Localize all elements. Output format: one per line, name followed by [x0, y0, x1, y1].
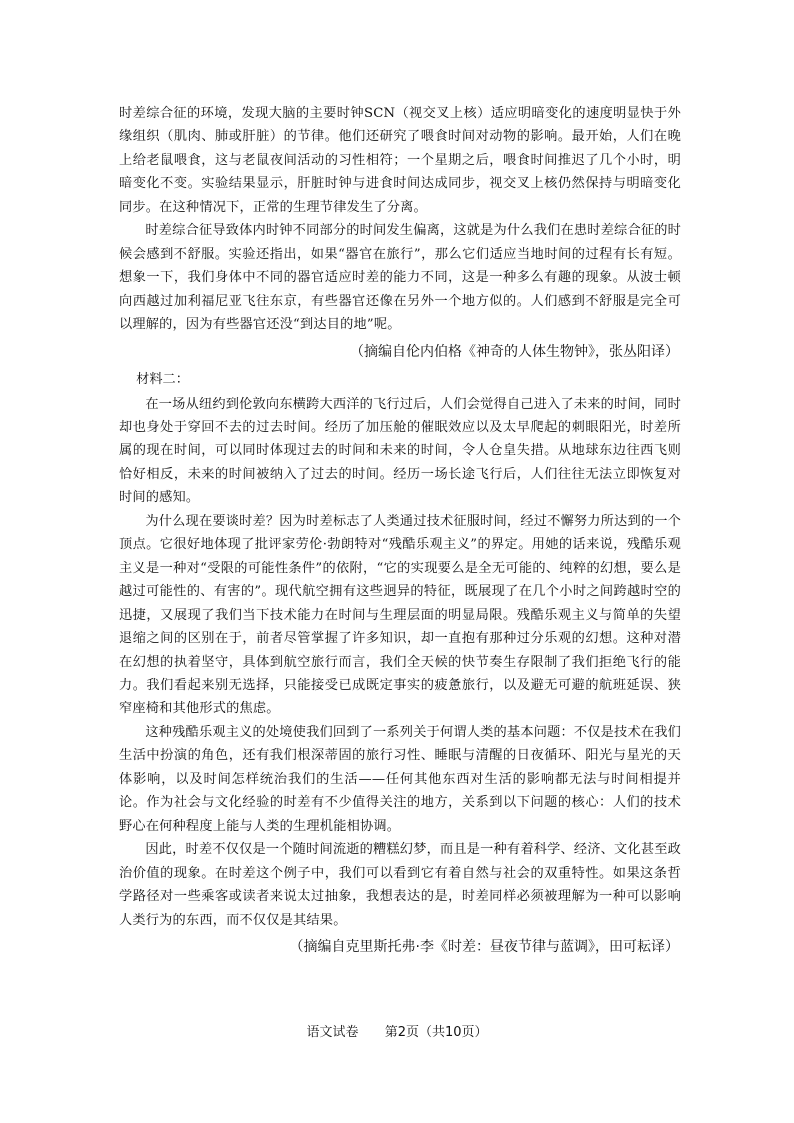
footer-subject: 语文试卷 — [306, 1025, 359, 1040]
citation-material-one: （摘编自伦内伯格《神奇的人体生物钟》，张丛阳译） — [350, 343, 679, 360]
paragraph: 因此，时差不仅仅是一个随时间流逝的糟糕幻梦，而且是一种有着科学、经济、文化甚至政治价值的现象。在时差这个例子中，我们可以看到它有着自然与社会的双重特性。如果这条哲学路径对一些乘客或读者来说太过抽象，我想表达的是，时差同样必须被理解为一种可以影响人类行为的东西，而不仅仅是其结果。 — [119, 842, 681, 928]
page-footer — [0, 1021, 794, 1040]
paragraph-continued: 时差综合征的环境，发现大脑的主要时钟SCN（视交叉上核）适应明暗变化的速度明显快于外缘组织（肌肉、肺或肝脏）的节律。他们还研究了喂食时间对动物的影响。最开始，人们在晚上给老鼠喂食，这与老鼠夜间活动的习性相符；一个星期之后，喂食时间推迟了几个小时，明暗变化不变。实验结果显示，肝脏时钟与进食时间达成同步，视交叉上核仍然保持与明暗变化同步。在这种情况下，正常的生理节律发生了分离。 — [119, 106, 681, 215]
material-two-heading: 材料二： — [136, 371, 189, 387]
page-content — [119, 102, 681, 962]
footer-page-number: 第2页（共10页） — [384, 1025, 488, 1040]
paragraph: 时差综合征导致体内时钟不同部分的时间发生偏离，这就是为什么我们在患时差综合征的时候会感到不舒服。实验还指出，如果“器官在旅行”，那么它们适应当地时间的过程有长有短。想象一下，我们身体中不同的器官适应时差的能力不同，这是一种多么有趣的现象。从波士顿向西越过加利福尼亚飞往东京，有些器官还像在另外一个地方似的。人们感到不舒服是完全可以理解的，因为有些器官还没“到达目的地”呢。 — [119, 223, 681, 333]
paragraph: 为什么现在要谈时差？因为时差标志了人类通过技术征服时间，经过不懈努力所达到的一个顶点。它很好地体现了批评家劳伦·勃朗特对“残酷乐观主义”的界定。用她的话来说，残酷乐观主义是一种对“受限的可能性条件”的依附，“它的实现要么是全无可能的、纯粹的幻想，要么是越过可能性的、有害的”。现代航空拥有这些迥异的特征，既展现了在几个小时之间跨越时空的迅捷，又展现了我们当下技术能力在时间与生理层面的明显局限。残酷乐观主义与简单的失望退缩之间的区别在于，前者尽管掌握了许多知识，却一直抱有那种过分乐观的幻想。这种对潜在幻想的执着坚守，具体到航空旅行而言，我们全天候的快节奏生存限制了我们拒绝飞行的能力。我们看起来别无选择，只能接受已成既定事实的疲惫旅行，以及避无可避的航班延误、狭窄座椅和其他形式的焦虑。 — [119, 513, 681, 717]
citation-material-two: （摘编自克里斯托弗·李《时差：昼夜节律与蓝调》，田可耘译） — [289, 938, 679, 955]
paragraph: 这种残酷乐观主义的处境使我们回到了一系列关于何谓人类的基本问题：不仅是技术在我们生活中扮演的角色，还有我们根深蒂固的旅行习性、睡眠与清醒的日夜循环、阳光与星光的天体影响，以及时间怎样统治我们的生活——任何其他东西对生活的影响都无法与时间相提并论。作为社会与文化经验的时差有不少值得关注的地方，关系到以下问题的核心：人们的技术野心在何种程度上能与人类的生理机能相协调。 — [119, 724, 681, 834]
paragraph: 在一场从纽约到伦敦向东横跨大西洋的飞行过后，人们会觉得自己进入了未来的时间，同时却也身处于穿回不去的过去时间。经历了加压舱的催眠效应以及太早爬起的刺眼阳光，时差所属的现在时间，可以同时体现过去的时间和未来的时间，令人仓皇失措。从地球东边往西飞则恰好相反，未来的时间被纳入了过去的时间。经历一场长途飞行后，人们往往无法立即恢复对时间的感知。 — [119, 396, 681, 506]
